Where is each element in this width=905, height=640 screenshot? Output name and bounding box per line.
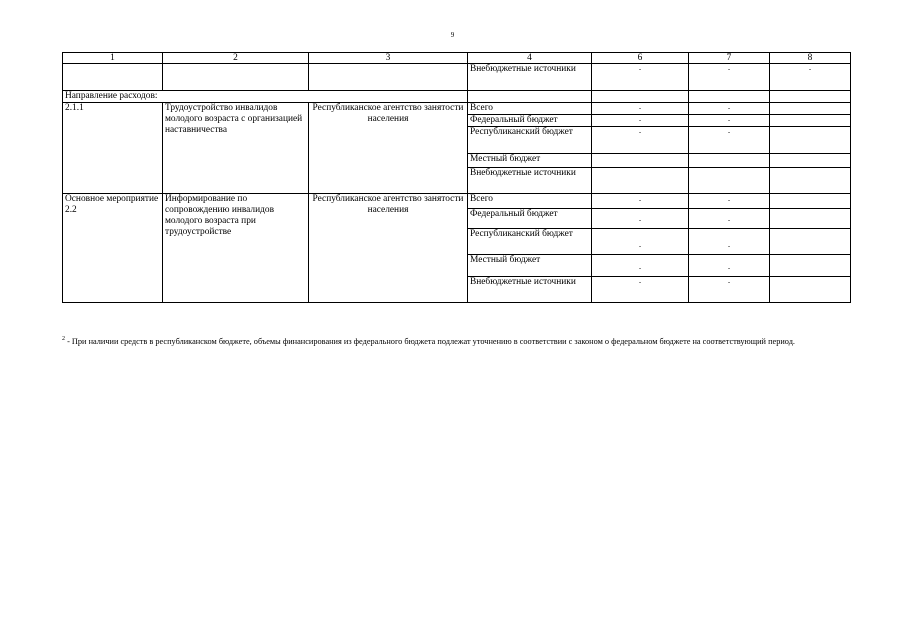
page-number: 9 [450, 31, 455, 39]
funding-source: Местный бюджет [468, 154, 592, 168]
value-cell: - [592, 194, 689, 209]
value-cell: - [689, 277, 770, 303]
value-cell [592, 168, 689, 194]
value-cell: - [689, 115, 770, 127]
item-name: Информирование по сопровождению инвалидов молодого возраста при трудоустройстве [163, 194, 309, 303]
table-row [63, 91, 851, 103]
funding-source: Федеральный бюджет [468, 115, 592, 127]
funding-source: Внебюджетные источники [468, 277, 592, 303]
value-cell [592, 154, 689, 168]
col-header-3: 3 [309, 53, 468, 64]
value-cell: - [689, 229, 770, 255]
item-executor: Республиканское агентство занятости населения [309, 103, 468, 194]
table-row [63, 103, 851, 115]
header-row [63, 53, 851, 64]
footnote [62, 336, 850, 347]
item-executor: Республиканское агентство занятости населения [309, 194, 468, 303]
value-cell [689, 168, 770, 194]
col-header-1: 1 [63, 53, 163, 64]
value-cell: - [592, 64, 689, 91]
section-label: Направление расходов: [63, 91, 468, 103]
value-cell: - [689, 64, 770, 91]
item-code: Основное мероприятие 2.2 [63, 194, 163, 303]
funding-source: Федеральный бюджет [468, 209, 592, 229]
funding-source: Внебюджетные источники [468, 168, 592, 194]
value-cell: - [592, 103, 689, 115]
value-cell: - [689, 127, 770, 154]
value-cell: - [770, 64, 851, 91]
value-cell: - [592, 127, 689, 154]
footnote-text: - При наличии средств в республиканском бюджете, объемы финансирования из федерального бюджета подлежат уточнению в соответствии с законом о федеральном бюджете на соответствующий период. [65, 337, 795, 346]
table-row [63, 194, 851, 209]
value-cell: - [689, 209, 770, 229]
funding-source: Внебюджетные источники [468, 64, 592, 91]
funding-source: Всего [468, 194, 592, 209]
col-header-8: 8 [770, 53, 851, 64]
value-cell: - [689, 194, 770, 209]
value-cell: - [592, 277, 689, 303]
col-header-2: 2 [163, 53, 309, 64]
col-header-4: 4 [468, 53, 592, 64]
value-cell [689, 154, 770, 168]
item-code: 2.1.1 [63, 103, 163, 194]
financing-table [62, 52, 851, 303]
value-cell: - [592, 255, 689, 277]
funding-source: Республиканский бюджет [468, 229, 592, 255]
funding-source: Всего [468, 103, 592, 115]
funding-source: Республиканский бюджет [468, 127, 592, 154]
funding-source: Местный бюджет [468, 255, 592, 277]
value-cell: - [689, 103, 770, 115]
col-header-7: 7 [689, 53, 770, 64]
col-header-6: 6 [592, 53, 689, 64]
table-row [63, 64, 851, 91]
item-name: Трудоустройство инвалидов молодого возраста с организацией наставничества [163, 103, 309, 194]
value-cell: - [592, 115, 689, 127]
value-cell: - [689, 255, 770, 277]
value-cell: - [592, 209, 689, 229]
value-cell: - [592, 229, 689, 255]
footnote-marker: 2 [62, 336, 65, 342]
